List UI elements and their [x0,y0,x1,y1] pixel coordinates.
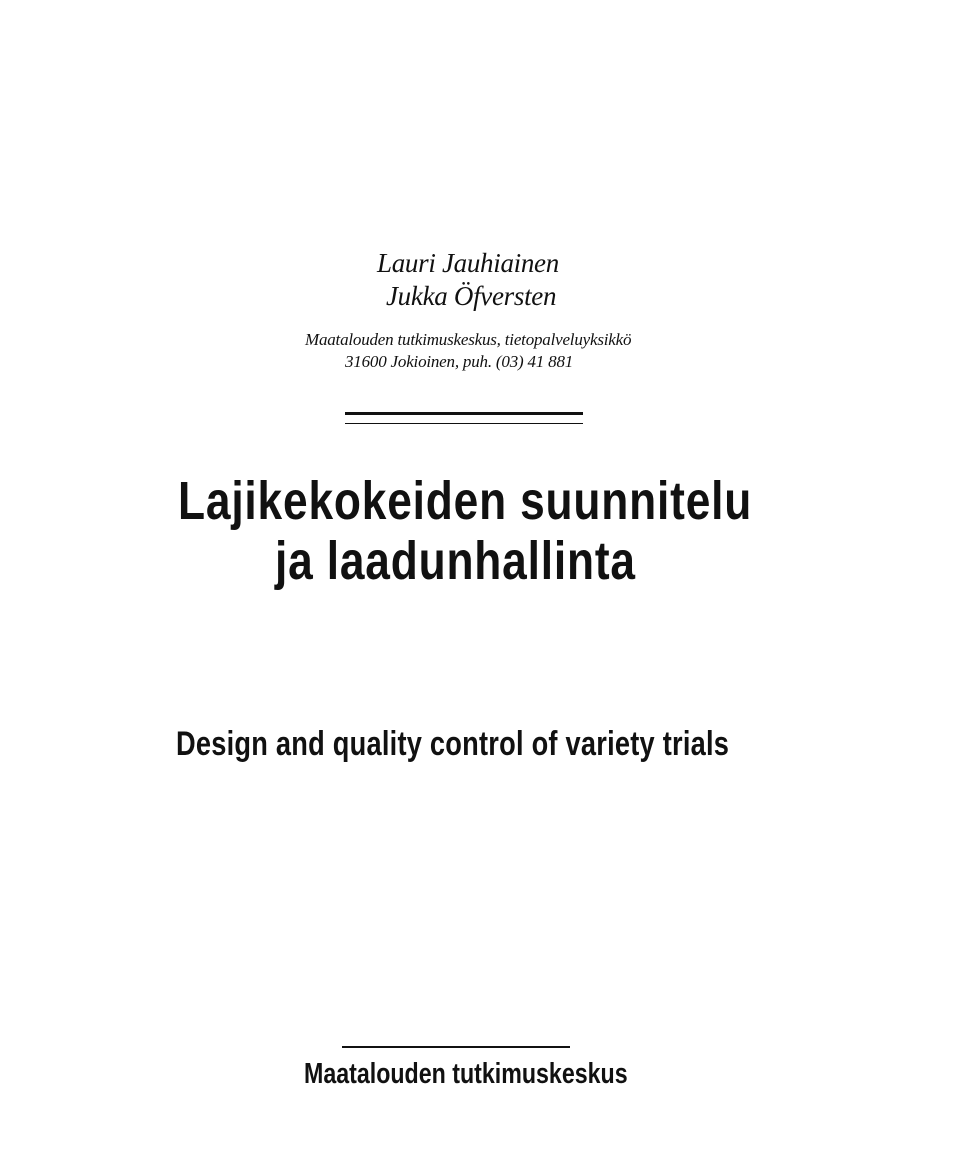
affiliation-line: Maatalouden tutkimuskeskus, tietopalveluyksikkö [305,330,632,349]
author-name: Lauri Jauhiainen [377,248,559,278]
divider-rule [345,412,583,415]
address-line: 31600 Jokioinen, puh. (03) 41 881 [345,352,574,371]
author-name: Jukka Öfversten [386,281,557,311]
english-title: Design and quality control of variety trials [176,725,730,763]
publisher-rule [342,1046,570,1048]
divider-rule-thin [345,423,583,424]
publisher-name: Maatalouden tutkimuskeskus [304,1058,628,1090]
finnish-title-line: Lajikekokeiden suunnitelu [178,471,753,531]
finnish-title-line: ja laadunhallinta [275,531,636,591]
